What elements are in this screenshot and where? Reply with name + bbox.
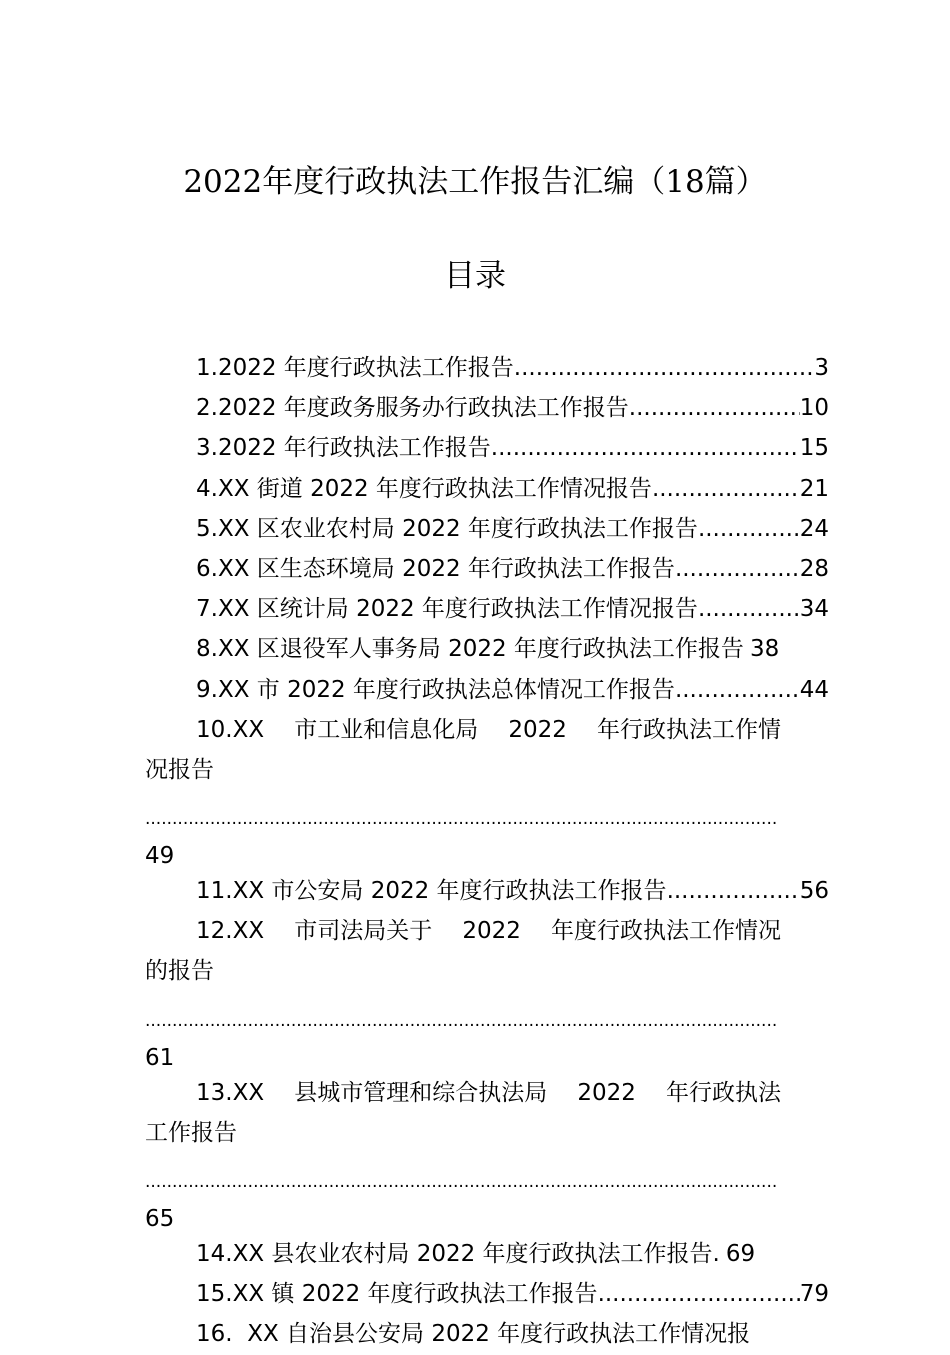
toc-entry-5[interactable] (145, 509, 855, 549)
toc-entry-4[interactable] (145, 469, 855, 509)
toc-entry-title-part: 年行政执法工作情 (596, 716, 781, 743)
toc-entry-7[interactable] (145, 589, 855, 629)
dot-leader (598, 1274, 800, 1314)
toc-entry-title-continued: 况报告 (145, 756, 214, 783)
toc-page-number: 15 (799, 435, 829, 462)
toc-entry-16[interactable] (145, 1314, 855, 1354)
toc-page-number: 49 (145, 843, 175, 870)
toc-page-number: 56 (799, 878, 829, 905)
toc-page-number: 3 (814, 355, 829, 381)
toc-entry-12[interactable] (145, 911, 855, 1072)
toc-entry-title: 8.XX 区退役军人事务局 2022 年度行政执法工作报告 (196, 636, 744, 663)
toc-entry-11[interactable] (145, 871, 855, 911)
toc-entry-title: 5.XX 区农业农村局 2022 年度行政执法工作报告 (196, 515, 698, 542)
toc-entry-title-part: 2022 (462, 918, 521, 945)
dot-leader (145, 992, 778, 1043)
toc-entry-title: 1.2022 年度行政执法工作报告 (196, 355, 514, 381)
dot-leader (667, 871, 800, 911)
toc-entry-6[interactable] (145, 549, 855, 589)
toc-entry-2[interactable] (145, 388, 855, 428)
dot-leader (698, 509, 800, 549)
toc-entry-13[interactable] (145, 1073, 855, 1234)
dot-leader (145, 1153, 778, 1204)
toc-entry-title: 14.XX 县农业农村局 2022 年度行政执法工作报告. (196, 1241, 720, 1267)
toc-entry-title-part: 市工业和信息化局 (294, 716, 479, 743)
toc-entry-title-part: 10.XX (196, 716, 265, 743)
toc-entry-title: 6.XX 区生态环境局 2022 年行政执法工作报告 (196, 555, 675, 582)
toc-entry-title: 2.2022 年度政务服务办行政执法工作报告 (196, 395, 629, 422)
toc-entry-title-part: 年度行政执法工作情况 (550, 918, 781, 945)
toc-entry-title-part: 市司法局关于 (294, 918, 433, 945)
dot-leader (145, 790, 778, 841)
toc-page-number: 38 (749, 636, 780, 663)
toc-entry-15[interactable] (145, 1274, 855, 1314)
toc-entry-title: 9.XX 市 2022 年度行政执法总体情况工作报告 (196, 676, 675, 703)
dot-leader (675, 549, 800, 589)
toc-entry-title: 16. XX 自治县公安局 2022 年度行政执法工作情况报 (196, 1321, 751, 1348)
toc-entry-title: 4.XX 街道 2022 年度行政执法工作情况报告 (196, 475, 652, 502)
toc-entry-title-continued: 的报告 (145, 958, 214, 985)
dot-leader (629, 388, 800, 428)
toc-entry-title-part: 县城市管理和综合执法局 (294, 1079, 548, 1106)
dot-leader (652, 469, 800, 509)
toc-page-number: 34 (799, 596, 829, 623)
toc-entry-title-part: 13.XX (196, 1079, 265, 1106)
document-title: 2022年度行政执法工作报告汇编（18篇） (183, 164, 767, 200)
toc-page-number: 65 (145, 1206, 175, 1232)
dot-leader (675, 670, 800, 710)
toc-entry-title-continued: 工作报告 (145, 1119, 237, 1146)
toc-page-number: 79 (799, 1281, 829, 1308)
toc-entry-1[interactable] (145, 348, 855, 388)
toc-entry-title-part: 年行政执法 (665, 1079, 781, 1106)
toc-entry-title: 15.XX 镇 2022 年度行政执法工作报告 (196, 1281, 598, 1308)
dot-leader (698, 589, 800, 629)
toc-page-number: 61 (145, 1044, 175, 1071)
toc-entry-10[interactable] (145, 710, 855, 871)
toc-entry-title-part: 12.XX (196, 918, 265, 945)
toc-page-number: 28 (799, 555, 829, 582)
toc-entry-8[interactable] (145, 629, 855, 669)
toc-entry-title: 11.XX 市公安局 2022 年度行政执法工作报告 (196, 878, 667, 905)
dot-leader (514, 348, 815, 388)
toc-page-number: 21 (799, 475, 829, 502)
toc-page-number: 24 (799, 515, 829, 542)
toc-page-number: 44 (799, 676, 829, 703)
toc-entry-14[interactable] (145, 1234, 855, 1274)
toc-entry-9[interactable] (145, 670, 855, 710)
toc-heading: 目录 (444, 258, 506, 294)
toc-page-number: 69 (725, 1241, 756, 1267)
toc-entry-title: 3.2022 年行政执法工作报告 (196, 435, 491, 462)
toc-entry-title: 7.XX 区统计局 2022 年度行政执法工作情况报告 (196, 596, 698, 623)
toc-entry-title-part: 2022 (577, 1079, 636, 1106)
table-of-contents (145, 348, 855, 1355)
toc-entry-title-part: 2022 (508, 716, 567, 743)
dot-leader (491, 428, 800, 468)
toc-page-number: 10 (799, 395, 829, 422)
toc-entry-3[interactable] (145, 428, 855, 468)
